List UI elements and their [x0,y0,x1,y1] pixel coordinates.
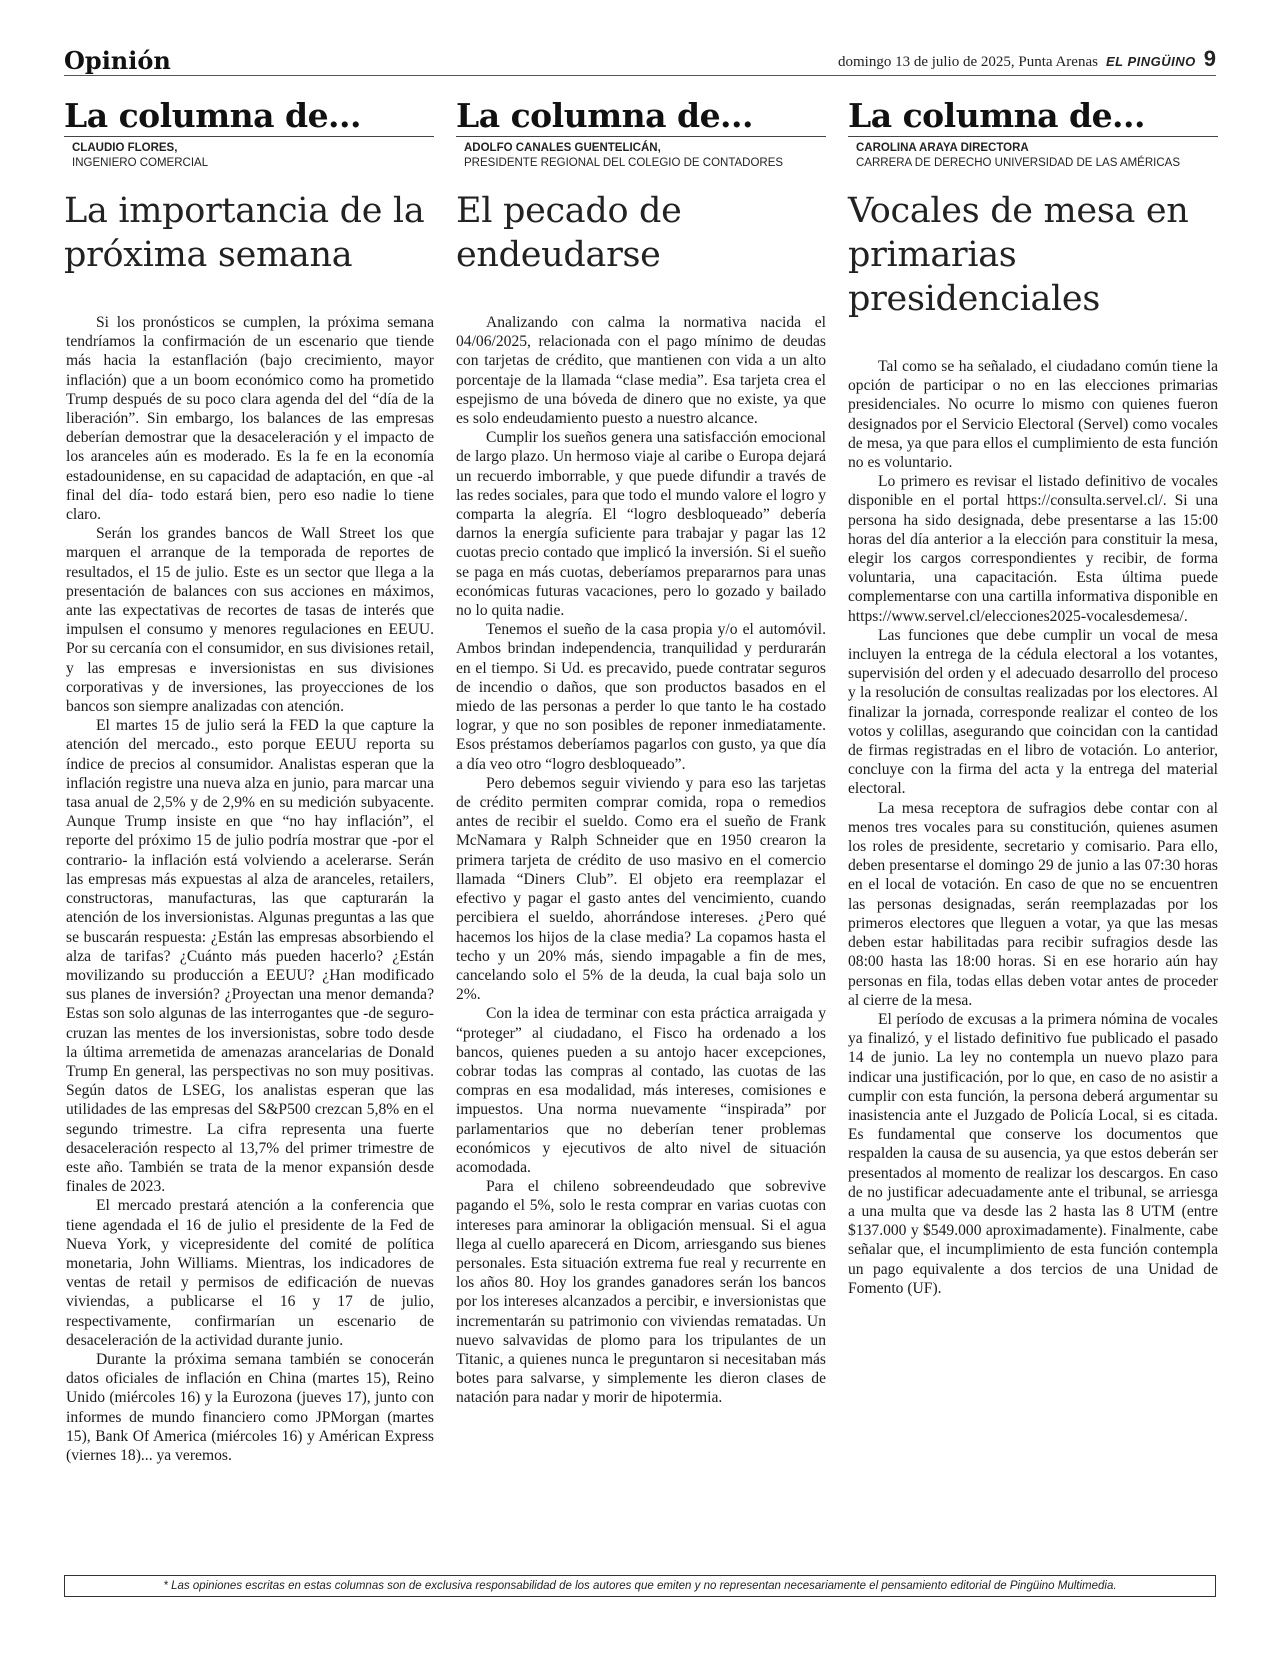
column-3 [848,96,1218,1298]
page-header [64,46,1216,76]
paragraph: Si los pronósticos se cumplen, la próxima semana tendríamos la confirmación de un escenario que tiende más hacia la estanflación (bajo crecimiento, mayor inflación) que a un boom económico como ha prometido Trump después de su poco clara agenda del del “día de la liberación”. Sin embargo, los balances de las empresas deberían demostrar que la desaceleración y el impacto de los aranceles aún es moderado. Es la fe en la economía estadounidense, en su capacidad de adaptación, en que -al final del día- todo estará bien, pero eso nadie lo tiene claro. [66,314,434,524]
author-title: INGENIERO COMERCIAL [72,157,209,169]
paragraph: El mercado prestará atención a la conferencia que tiene agendada el 16 de julio el presidente de la Fed de Nueva York, y vicepresidente del comité de política monetaria, John Williams. Mientras, los indicadores de ventas de retail y permisos de edificación de nuevas viviendas, a publicarse el 16 y 17 de julio, respectivamente, confirmarían un escenario de desaceleración de la actividad durante junio. [66,1197,434,1349]
disclaimer-box [64,1575,1216,1597]
paragraph: Para el chileno sobreendeudado que sobrevive pagando el 5%, solo le resta comprar en varias cuotas con intereses para aminorar la obligación mensual. Si el agua llega al cuello aparecerá en Dicom, arriesgando sus bienes personales. Esta situación extrema fue real y recurrente en los años 80. Hoy los grandes ganadores serán los bancos por los intereses alcanzados a percibir, e inversionistas que incrementarán su patrimonio con viviendas rematadas. Un nuevo salvavidas de plomo para los tripulantes de un Titanic, a quienes nunca le preguntaron si necesitaban más botes para salvarse, y simplemente les dieron clases de natación para nadar y morir de hipotermia. [456,1178,826,1407]
column-kicker: La columna de... [64,96,434,137]
paragraph: Tenemos el sueño de la casa propia y/o el automóvil. Ambos brindan independencia, tranquilidad y perdurarán en el tiempo. Si Ud. es precavido, puede contratar seguros de incendio o daños, que son productos basados en el miedo de las personas a perder lo que tanto le ha costado lograr, y que no son posibles de reponer inmediatamente. Esos préstamos deberíamos pagarlos con gusto, ya que día a día veo otro “logro desbloqueado”. [456,621,826,773]
paragraph: La mesa receptora de sufragios debe contar con al menos tres vocales para su constitución, quienes asumen los roles de presidente, secretario y comisario. Para ello, deben presentarse el domingo 29 de junio a las 07:30 horas en el local de votación. En caso de que no se encuentren las personas designadas, serán reemplazadas por los primeros electores que lleguen a votar, ya que las mesas deben estar habilitadas para recibir sufragios desde las 08:00 hasta las 18:00 horas. Si en ese horario aún hay personas en fila, todas ellas deben votar antes de proceder al cierre de la mesa. [848,799,1218,1009]
author-name: CLAUDIO FLORES, [72,142,178,154]
article-headline: Vocales de mesa en primarias presidenciales [848,191,1189,319]
author-title: CARRERA DE DERECHO UNIVERSIDAD DE LAS AMÉRICAS [856,157,1180,169]
author-name: CAROLINA ARAYA DIRECTORA [856,142,1029,154]
dateline: domingo 13 de julio de 2025, Punta Arenas [837,54,1098,70]
column-1 [64,96,434,1465]
paragraph: Las funciones que debe cumplir un vocal de mesa incluyen la entrega de la cédula electoral a los votantes, supervisión del orden y el adecuado desarrollo del proceso y la resolución de consultas realizadas por los electores. Al finalizar la jornada, corresponde realizar el conteo de los votos y colillas, asegurando que coincidan con la cantidad de firmas registradas en el libro de votación. Lo anterior, concluye con la firma del acta y la entrega del material electoral. [848,626,1218,798]
paragraph: Analizando con calma la normativa nacida el 04/06/2025, relacionada con el pago mínimo de deudas con tarjetas de crédito, que mantienen con vida a un alto porcentaje de la llamada “clase media”. Esa tarjeta crea el espejismo de una bóveda de dinero que no existe, ya que es solo endeudamiento puesto a nuestro alcance. [456,314,826,428]
article-body [848,357,1218,1298]
author-byline [456,141,826,171]
column-kicker: La columna de... [848,96,1218,137]
newspaper-logo: EL PINGÜINO [1105,54,1196,69]
paragraph: El período de excusas a la primera nómina de vocales ya finalizó, y el listado definitivo fue publicado el pasado 14 de junio. La ley no contempla un nuevo plazo para indicar una justificación, por lo que, en caso de no asistir a cumplir con esta función, la persona deberá argumentar su inasistencia ante el Juzgado de Policía Local, si es citada. Es fundamental que conserve los documentos que respalden la causa de su ausencia, ya que estos deberán ser presentados al momento de realizar los descargos. En caso de no justificar adecuadamente ante el tribunal, se arriesga a una multa que va desde las 2 hasta las 8 UTM (entre $137.000 y $549.000 aproximadamente). Finalmente, cabe señalar que, el incumplimiento de esta función contempla un pago equivalente a dos tercios de una Unidad de Fomento (UF). [848,1010,1218,1297]
column-kicker: La columna de... [456,96,826,137]
article-body [456,313,826,1408]
author-byline [64,141,434,171]
section-title: Opinión [64,46,171,75]
column-2 [456,96,826,1408]
paragraph: Cumplir los sueños genera una satisfacción emocional de largo plazo. Un hermoso viaje al caribe o Europa dejará un recuerdo imborrable, y que puede difundir a través de las redes sociales, para que todo el mundo valore el logro y comparta la alegría. El “logro desbloqueado” debería darnos la energía suficiente para trabajar y pagar las 12 cuotas precio contado que implicó la inversión. Si el sueño se paga en más cuotas, deberíamos prepararnos para unas económicas futuras vacaciones, pero lo gozado y bailado no lo quita nadie. [456,429,826,620]
paragraph: Tal como se ha señalado, el ciudadano común tiene la opción de participar o no en las elecciones primarias presidenciales. No ocurre lo mismo con quienes fueron designados por el Servicio Electoral (Servel) como vocales de mesa, ya que para ellos el cumplimiento de esta función no es voluntario. [848,358,1218,472]
page-number: 9 [1203,46,1216,71]
disclaimer-text: * Las opiniones escritas en estas columnas son de exclusiva responsabilidad de los autores que emiten y no representan necesariamente el pensamiento editorial de Pingüino Multimedia. [163,1580,1117,1592]
article-headline: El pecado de endeudarse [456,191,682,275]
article-body [64,313,434,1465]
author-title: PRESIDENTE REGIONAL DEL COLEGIO DE CONTADORES [464,157,784,169]
paragraph: Serán los grandes bancos de Wall Street los que marquen el arranque de la temporada de reportes de resultados, el 15 de julio. Este es un sector que llega a la presentación de balances con sus acciones en máximos, ante las expectativas de recortes de tasas de interés que impulsen el consumo y menores regulaciones en EEUU. Por su cercanía con el consumidor, en sus divisiones retail, y las empresas e inversionistas en sus divisiones corporativas y de inversiones, las proyecciones de los bancos son siempre analizadas con atención. [66,525,434,716]
paragraph: Durante la próxima semana también se conocerán datos oficiales de inflación en China (martes 15), Reino Unido (miércoles 16) y la Eurozona (jueves 17), junto con informes de mundo financiero como JPMorgan (martes 15), Bank Of America (miércoles 16) y Américan Express (viernes 18)... ya veremos. [66,1350,434,1464]
author-byline [848,141,1218,171]
article-headline: La importancia de la próxima semana [64,191,425,275]
header-meta [837,46,1216,71]
paragraph: El martes 15 de julio será la FED la que capture la atención del mercado., esto porque EEUU reporta su índice de precios al consumidor. Analistas esperan que la inflación registre una nueva alza en junio, para marcar una tasa anual de 2,5% y de 2,9% en su medición subyacente. Aunque Trump insiste en que “no hay inflación”, el reporte del próximo 15 de julio podría mostrar que -por el contrario- la inflación está volviendo a acelerarse. Serán las empresas más expuestas al alza de aranceles, retailers, constructoras, manufacturas, las que capturarán la atención de los inversionistas. Algunas preguntas a las que se buscarán respuesta: ¿Están las empresas absorbiendo el alza de tarifas? ¿Cuánto más pueden hacerlo? ¿Están movilizando su producción a EEUU? ¿Han modificado sus planes de inversión? ¿Proyectan una menor demanda? Estas son solo algunas de las interrogantes que -de seguro- cruzan las mentes de los inversionistas, sobre todo desde la última arremetida de amenazas arancelarias de Donald Trump En general, las perspectivas no son muy positivas. Según datos de LSEG, los analistas esperan que las utilidades de las empresas del S&P500 crezcan 5,8% en el segundo trimestre. La cifra representa una fuerte desaceleración respecto al 13,7% del primer trimestre de este año. También se trata de la menor expansión desde finales de 2023. [66,717,434,1196]
paragraph: Pero debemos seguir viviendo y para eso las tarjetas de crédito permiten comprar comida, ropa o remedios antes de recibir el sueldo. Como era el sueño de Frank McNamara y Ralph Schneider que en 1950 crearon la primera tarjeta de crédito de uso masivo en el comercio llamada “Diners Club”. El objeto era reemplazar el efectivo y pagar el gasto antes del vencimiento, cuando percibiera el sueldo, ahorrándose intereses. ¿Pero qué hacemos los hijos de la clase media? La copamos hasta el techo y un 20% más, siendo impagable a fin de mes, cancelando solo el 5% de la deuda, la cual baja solo un 2%. [456,774,826,1004]
paragraph: Con la idea de terminar con esta práctica arraigada y “proteger” al ciudadano, el Fisco ha ordenado a los bancos, quienes pueden a su antojo hacer excepciones, cobrar todas las compras al contado, las cuotas de las compras en esa modalidad, más intereses, comisiones e impuestos. Una norma nuevamente “inspirada” por parlamentarios que no deberían tener problemas económicos y ejecutivos de alto nivel de situación acomodada. [456,1005,826,1176]
paragraph: Lo primero es revisar el listado definitivo de vocales disponible en el portal https://consulta.servel.cl/. Si una persona ha sido designada, debe presentarse a las 15:00 horas del día anterior a la elección para constituir la mesa, elegir los cargos correspondientes y recibir, de forma voluntaria, una capacitación. Esta última puede complementarse con una cartilla informativa disponible en https://www.servel.cl/elecciones2025-vocalesdemesa/. [848,473,1218,625]
author-name: ADOLFO CANALES GUENTELICÁN, [464,142,661,154]
